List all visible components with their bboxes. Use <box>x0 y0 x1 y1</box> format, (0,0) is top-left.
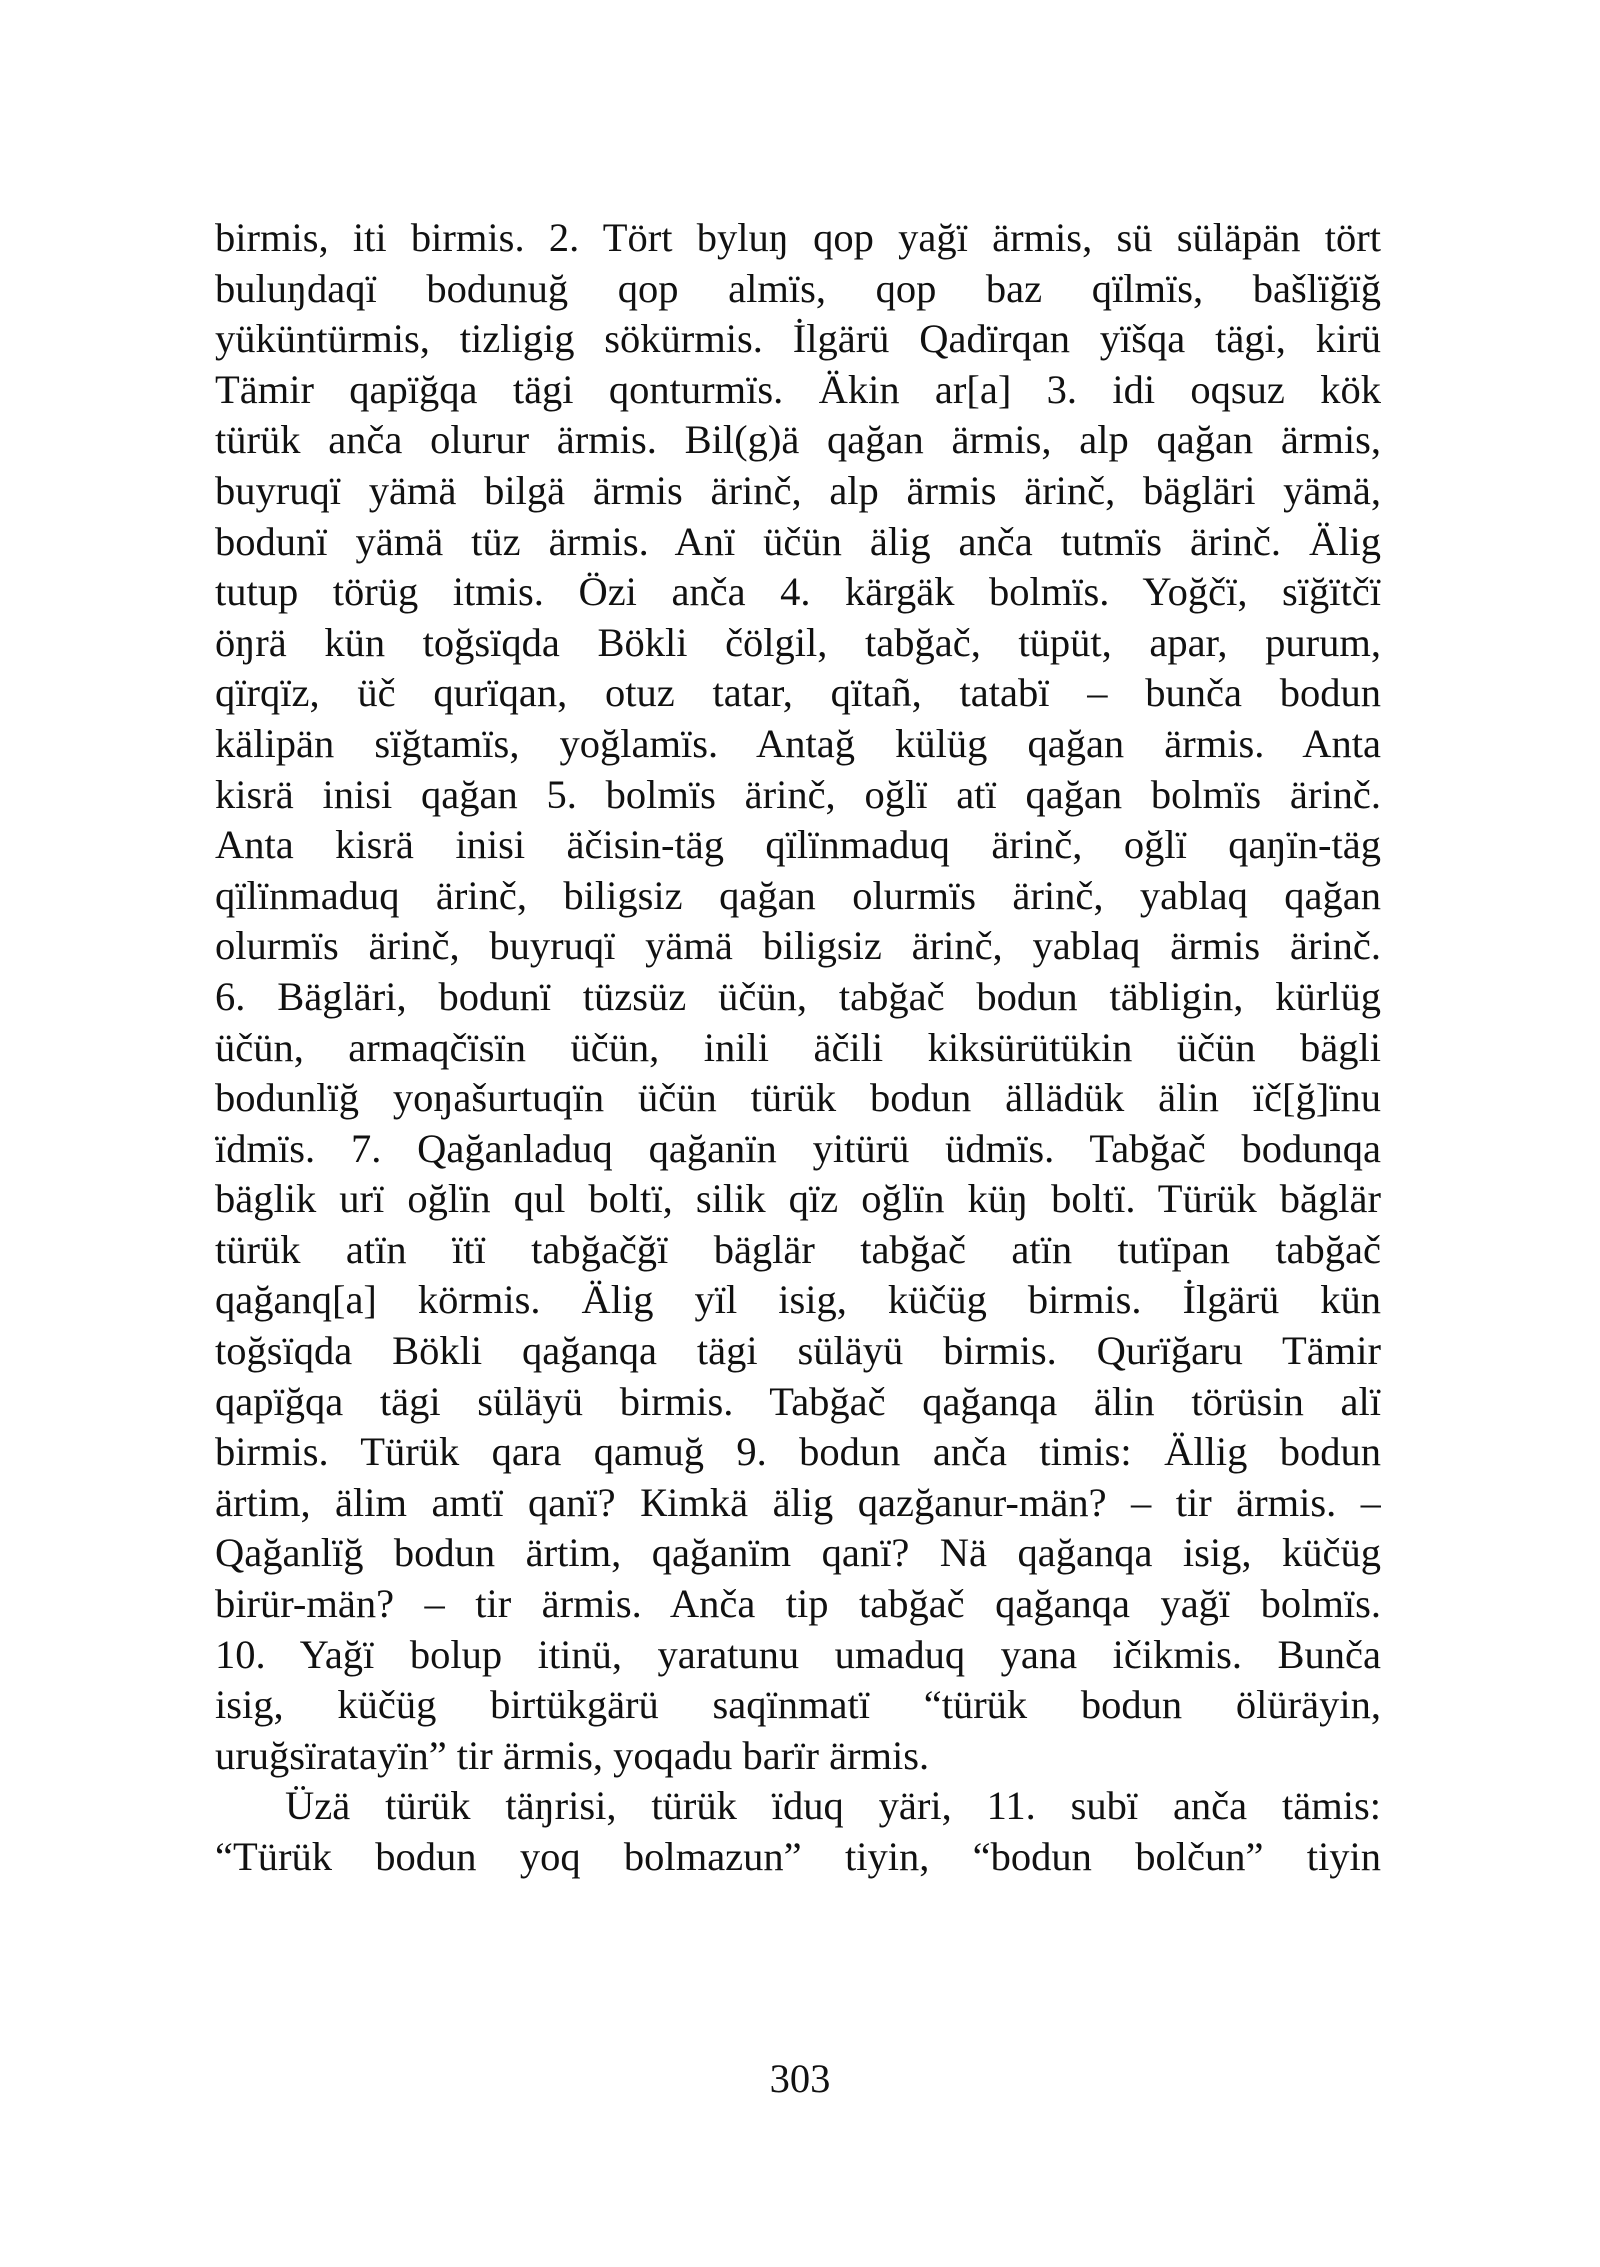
page-number: 303 <box>769 2056 831 2101</box>
text-line: uruğsïratayïn” tir ärmis, yoqadu barïr ärmis. <box>215 1732 930 1778</box>
text-line: birür-män? – tir ärmis. Anča tip tabğač qağanqa yağï bolmïs. <box>215 1581 1381 1627</box>
text-line: yüküntürmis, tizligig sökürmis. İlgärü Qadïrqan yïšqa tägi, kirü <box>215 316 1381 362</box>
text-line: “Türük bodun yoq bolmazun” tiyin, “bodun bolčun” tiyin <box>215 1834 1381 1879</box>
text-line: 10. Yağï bolup itinü, yaratunu umaduq yana ičikmis. Bunča <box>215 1631 1381 1677</box>
text-line: bodunï yämä tüz ärmis. Anï üčün älig anča tutmïs ärinč. Älig <box>215 518 1381 564</box>
text-line: kisrä inisi qağan 5. bolmïs ärinč, oğlï atï qağan bolmïs ärinč. <box>215 771 1381 817</box>
text-line: 6. Bägläri, bodunï tüzsüz üčün, tabğač bodun täbligin, kürlüg <box>215 973 1381 1019</box>
text-line: türük anča olurur ärmis. Bil(g)ä qağan ärmis, alp qağan ärmis, <box>215 417 1381 463</box>
text-line: ärtim, älim amtï qanï? Кimkä älig qazğanur-män? – tir ärmis. – <box>215 1479 1381 1525</box>
text-line: buyruqï yämä bilgä ärmis ärinč, alp ärmis ärinč, bägläri yämä, <box>215 467 1381 513</box>
text-line: ïdmïs. 7. Qağanladuq qağanïn yitürü üdmïs. Tabğač bodunqa <box>215 1125 1381 1171</box>
text-line: Anta kisrä inisi äčisin-täg qïlïnmaduq ärinč, oğlï qaŋïn-täg <box>215 822 1381 868</box>
text-line: Üzä türük täŋrisi, türük ïduq yäri, 11. subï anča tämis: <box>285 1783 1381 1829</box>
text-line: qïlïnmaduq ärinč, biligsiz qağan olurmïs ärinč, yablaq qağan <box>215 872 1381 918</box>
text-line: birmis, iti birmis. 2. Tört byluŋ qop yağï ärmis, sü süläpän tört <box>215 215 1381 260</box>
paragraph-1 <box>215 213 1381 1781</box>
text-line: olurmïs ärinč, buyruqï yämä biligsiz ärinč, yablaq ärmis ärinč. <box>215 923 1381 969</box>
body-text <box>215 213 1381 1883</box>
text-line: tutup törüg itmis. Özi anča 4. kärgäk bolmïs. Yoğčï, sïğïtčï <box>215 569 1381 615</box>
text-line: qïrqïz, üč qurïqan, otuz tatar, qïtañ, tatabï – bunča bodun <box>215 670 1381 716</box>
text-line: toğsïqda Bökli qağanqa tägi süläyü birmis. Qurïğaru Tämir <box>215 1328 1381 1374</box>
text-line: öŋrä kün toğsïqda Bökli čölgil, tabğač, tüpüt, apar, purum, <box>215 619 1381 665</box>
text-line: qağanq[a] körmis. Älig yïl isig, küčüg birmis. İlgärü kün <box>215 1277 1381 1323</box>
text-line: buluŋdaqï bodunuğ qop almïs, qop baz qïlmïs, bašlïğïğ <box>215 265 1381 311</box>
text-line: kälipän sïğtamïs, yoğlamïs. Antağ külüg qağan ärmis. Anta <box>215 720 1381 766</box>
text-line: qapïğqa tägi süläyü birmis. Tabğač qağanqa älin törüsin alï <box>215 1378 1381 1424</box>
text-line: bäglik urï oğlïn qul boltï, silik qïz oğlïn küŋ boltï. Türük băglär <box>215 1176 1381 1222</box>
text-line: türük atïn ïtï tabğačğï bäglär tabğač atïn tutïpan tabğač <box>215 1226 1381 1272</box>
text-line: Qağanlïğ bodun ärtim, qağanïm qanï? Nä qağanqa isig, küčüg <box>215 1530 1381 1576</box>
text-line: üčün, armaqčïsïn üčün, inili äčili kiksürütükin üčün bägli <box>215 1024 1381 1070</box>
text-line: bodunlïğ yoŋašurtuqïn üčün türük bodun ällädük älin ïč[ğ]ïnu <box>215 1075 1381 1121</box>
text-line: Tämir qapïğqa tägi qonturmïs. Äkin ar[a] 3. idi oqsuz kök <box>215 366 1381 412</box>
text-line: birmis. Türük qara qamuğ 9. bodun anča timis: Ällig bodun <box>215 1429 1381 1475</box>
paragraph-2 <box>215 1781 1381 1882</box>
text-line: isig, küčüg birtükgärü saqïnmatï “türük bodun ölüräyin, <box>215 1682 1381 1728</box>
